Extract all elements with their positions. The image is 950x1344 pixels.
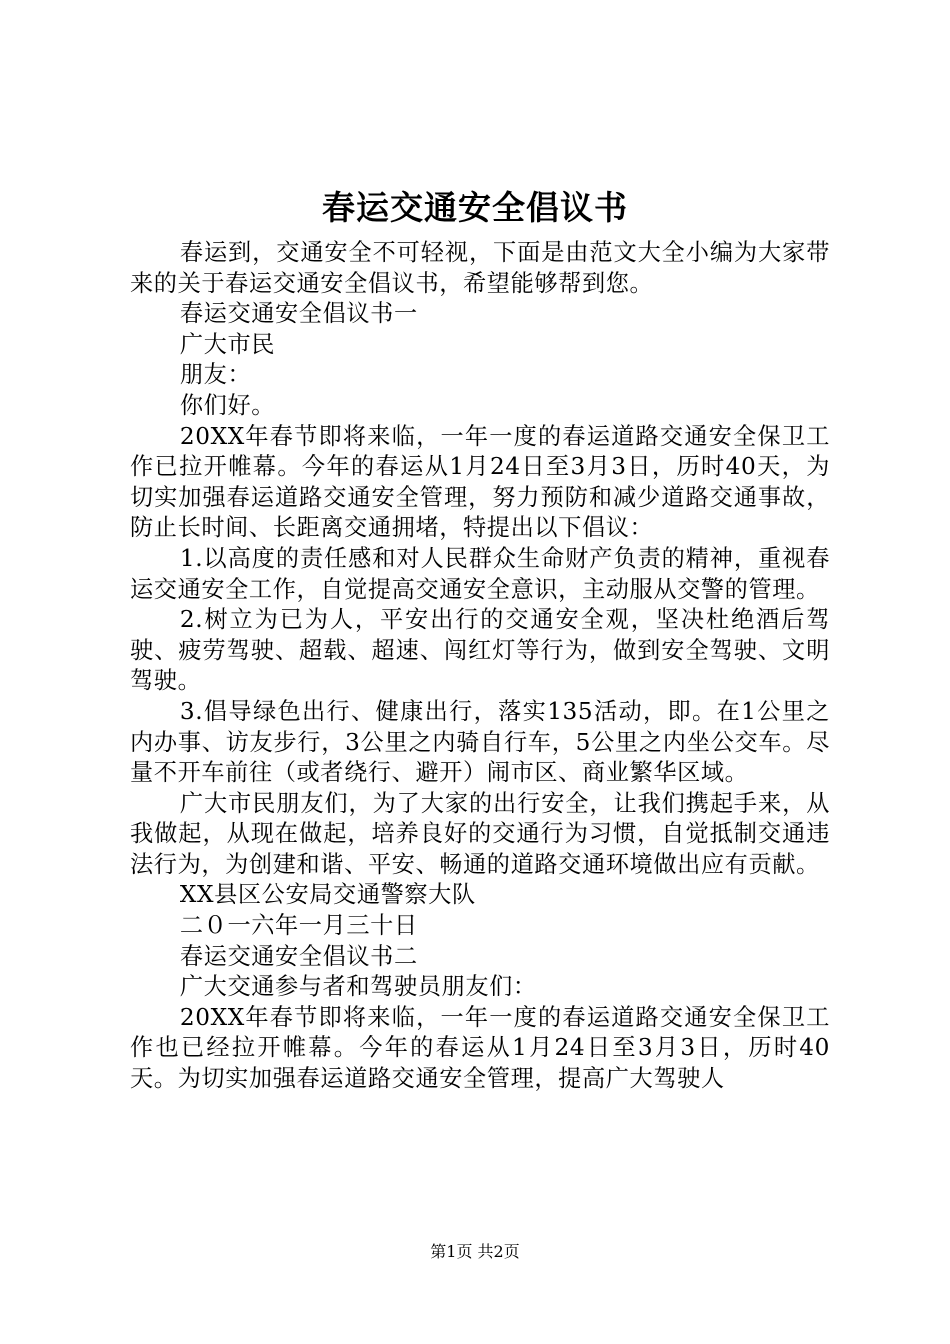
page-footer: 第1页 共2页: [430, 1242, 520, 1261]
paragraph-closing: 广大市民朋友们，为了大家的出行安全，让我们携起手来，从我做起，从现在做起，培养良好的交通行为习惯，自觉抵制交通违法行为，为创建和谐、平安、畅通的道路交通环境做出应有贡献。: [130, 789, 830, 878]
paragraph-salutation-3: 广大交通参与者和驾驶员朋友们：: [179, 973, 537, 1001]
paragraph-body-2: 20XX年春节即将来临，一年一度的春运道路交通安全保卫工作也已经拉开帷幕。今年的春运从1月24日至3月3日，历时40天。为切实加强春运道路交通安全管理，提高广大驾驶人: [130, 1003, 830, 1093]
paragraph-item-3: 3.倡导绿色出行、健康出行，落实135活动，即。在1公里之内办事、访友步行，3公里之内骑自行车，5公里之内坐公交车。尽量不开车前往（或者绕行、避开）闹市区、商业繁华区域。: [130, 697, 830, 787]
paragraph-date: 二０一六年一月三十日: [179, 912, 418, 940]
paragraph-body: 20XX年春节即将来临，一年一度的春运道路交通安全保卫工作已拉开帷幕。今年的春运从1月24日至3月3日，历时40天，为切实加强春运道路交通安全管理，努力预防和减少道路交通事故，防止长时间、长距离交通拥堵，特提出以下倡议：: [130, 422, 830, 542]
document-title: 春运交通安全倡议书: [322, 188, 628, 227]
paragraph-item-2: 2.树立为已为人，平安出行的交通安全观，坚决杜绝酒后驾驶、疲劳驾驶、超载、超速、闯红灯等行为，做到安全驾驶、文明驾驶。: [130, 606, 830, 695]
paragraph-intro: 春运到，交通安全不可轻视，下面是由范文大全小编为大家带来的关于春运交通安全倡议书，希望能够帮到您。: [130, 239, 830, 297]
paragraph-signature: XX县区公安局交通警察大队: [179, 881, 476, 909]
paragraph-heading-two: 春运交通安全倡议书二: [179, 942, 418, 970]
paragraph-item-1: 1.以高度的责任感和对人民群众生命财产负责的精神，重视春运交通安全工作，自觉提高交通安全意识，主动服从交警的管理。: [130, 544, 830, 603]
paragraph-salutation-1: 广大市民: [179, 330, 276, 358]
document-body: [130, 238, 830, 1095]
paragraph-greeting: 你们好。: [179, 391, 276, 419]
paragraph-salutation-2: 朋友：: [179, 361, 252, 389]
paragraph-heading-one: 春运交通安全倡议书一: [179, 300, 418, 328]
